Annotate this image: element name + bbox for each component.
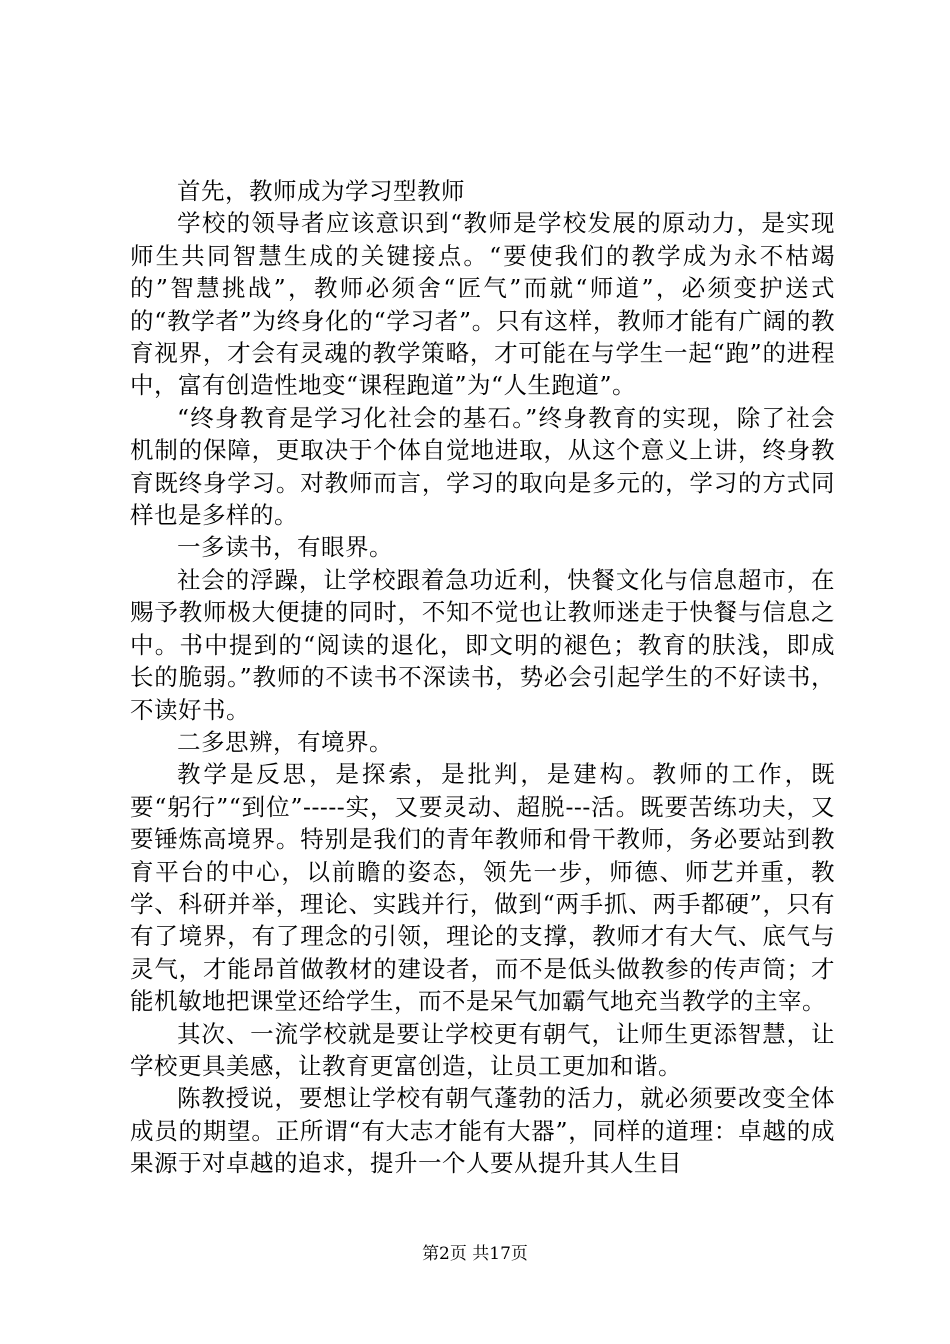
paragraph: 学校的领导者应该意识到“教师是学校发展的原动力，是实现师生共同智慧生成的关键接点。“要使我们的教学成为永不枯竭的”智慧挑战”，教师必须舍“匠气”而就“师道”，必须变护送式的“教学者”为终身化的“学习者”。只有这样，教师才能有广阔的教育视界，才会有灵魂的教学策略，才可能在与学生一起“跑”的进程中，富有创造性地变“课程跑道”为“人生跑道”。 (130, 209, 835, 400)
paragraph: 教学是反思，是探索，是批判，是建构。教师的工作，既要“躬行”“到位”-----实，又要灵动、超脱---活。既要苦练功夫，又要锤炼高境界。特别是我们的青年教师和骨干教师，务必要站到教育平台的中心，以前瞻的姿态，领先一步，师德、师艺并重，教学、科研并举，理论、实践并行，做到“两手抓、两手都硬”，只有有了境界，有了理念的引领，理论的支撑，教师才有大气、底气与灵气，才能昂首做教材的建设者，而不是低头做教参的传声筒；才能机敏地把课堂还给学生，而不是呆气加霸气地充当教学的主宰。 (130, 760, 835, 1016)
paragraph: 首先，教师成为学习型教师 (177, 177, 465, 205)
paragraph: “终身教育是学习化社会的基石。”终身教育的实现，除了社会机制的保障，更取决于个体自觉地进取，从这个意义上讲，终身教育既终身学习。对教师而言，学习的取向是多元的，学习的方式同样也是多样的。 (130, 403, 835, 530)
page-footer: 第2页 共17页 (422, 1244, 528, 1264)
paragraph: 其次、一流学校就是要让学校更有朝气，让师生更添智慧，让学校更具美感，让教育更富创造，让员工更加和谐。 (130, 1019, 835, 1080)
paragraph: 一多读书，有眼界。 (177, 533, 393, 562)
document-body (130, 175, 835, 1180)
paragraph: 陈教授说，要想让学校有朝气蓬勃的活力，就必须要改变全体成员的期望。正所谓“有大志才能有大器”，同样的道理：卓越的成果源于对卓越的追求，提升一个人要从提升其人生目 (130, 1084, 835, 1178)
paragraph: 二多思辨，有境界。 (177, 727, 393, 756)
paragraph: 社会的浮躁，让学校跟着急功近利，快餐文化与信息超市，在赐予教师极大便捷的同时，不知不觉也让教师迷走于快餐与信息之中。书中提到的“阅读的退化，即文明的褪色；教育的肤浅，即成长的脆弱。”教师的不读书不深读书，势必会引起学生的不好读书，不读好书。 (130, 565, 835, 724)
